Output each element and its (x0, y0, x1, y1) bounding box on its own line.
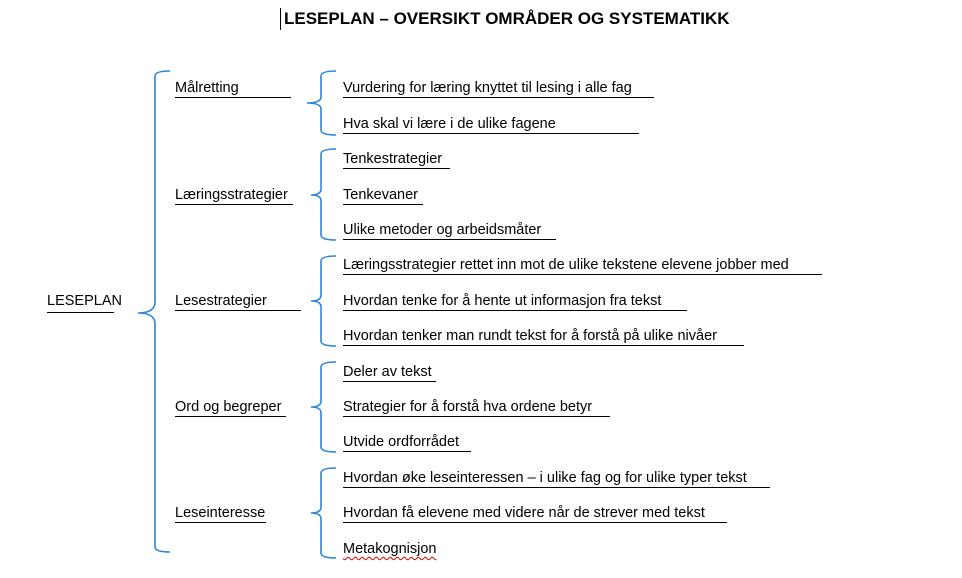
item: Hvordan tenker man rundt tekst for å forstå på ulike nivåer (343, 328, 717, 344)
area-underline (175, 416, 286, 417)
item: Tenkestrategier (343, 151, 443, 167)
item: Læringsstrategier rettet inn mot de ulike tekstene elevene jobber med (343, 257, 789, 273)
item: Strategier for å forstå hva ordene betyr (343, 399, 593, 415)
item-underline (343, 274, 822, 275)
item-underline (343, 345, 744, 346)
root-underline (47, 312, 114, 313)
item-underline (343, 239, 556, 240)
item-underline (343, 487, 770, 488)
item-underline (343, 522, 727, 523)
bracket-leseinteresse-icon (311, 468, 336, 558)
main-bracket-icon (138, 71, 170, 552)
area-label-malretting: Målretting (175, 80, 239, 96)
area-underline (175, 522, 266, 523)
bracket-ord-icon (311, 362, 336, 452)
page-title: LESEPLAN – OVERSIKT OMRÅDER OG SYSTEMATIKK (280, 8, 730, 30)
area-underline (175, 310, 301, 311)
item: Utvide ordforrådet (343, 434, 460, 450)
item-spellcheck-flagged: Metakognisjon (343, 541, 437, 557)
item: Hvordan få elevene med videre når de strever med tekst (343, 505, 705, 521)
area-label-ord-og-begreper: Ord og begreper (175, 399, 282, 415)
item: Hva skal vi lære i de ulike fagene (343, 116, 556, 132)
item-underline (343, 133, 639, 134)
area-label-laeringsstrategier: Læringsstrategier (175, 187, 288, 203)
bracket-lesestrategier-icon (311, 256, 336, 346)
item-underline (343, 97, 654, 98)
item: Hvordan øke leseinteressen – i ulike fag og for ulike typer tekst (343, 470, 747, 486)
area-label-leseinteresse: Leseinteresse (175, 505, 266, 521)
bracket-laeringsstrategier-icon (311, 149, 336, 240)
item: Deler av tekst (343, 364, 432, 380)
item: Vurdering for læring knyttet til lesing i alle fag (343, 80, 632, 96)
item-underline (343, 416, 610, 417)
item: Ulike metoder og arbeidsmåter (343, 222, 542, 238)
area-underline (175, 97, 291, 98)
item: Tenkevaner (343, 187, 418, 203)
item-underline (343, 310, 687, 311)
item-underline (343, 168, 450, 169)
item-underline (343, 204, 423, 205)
item: Hvordan tenke for å hente ut informasjon fra tekst (343, 293, 662, 309)
bracket-malretting-icon (307, 71, 336, 135)
root-label: LESEPLAN (47, 293, 122, 309)
area-underline (175, 204, 293, 205)
item-underline (343, 381, 436, 382)
area-label-lesestrategier: Lesestrategier (175, 293, 267, 309)
item-underline (343, 451, 471, 452)
